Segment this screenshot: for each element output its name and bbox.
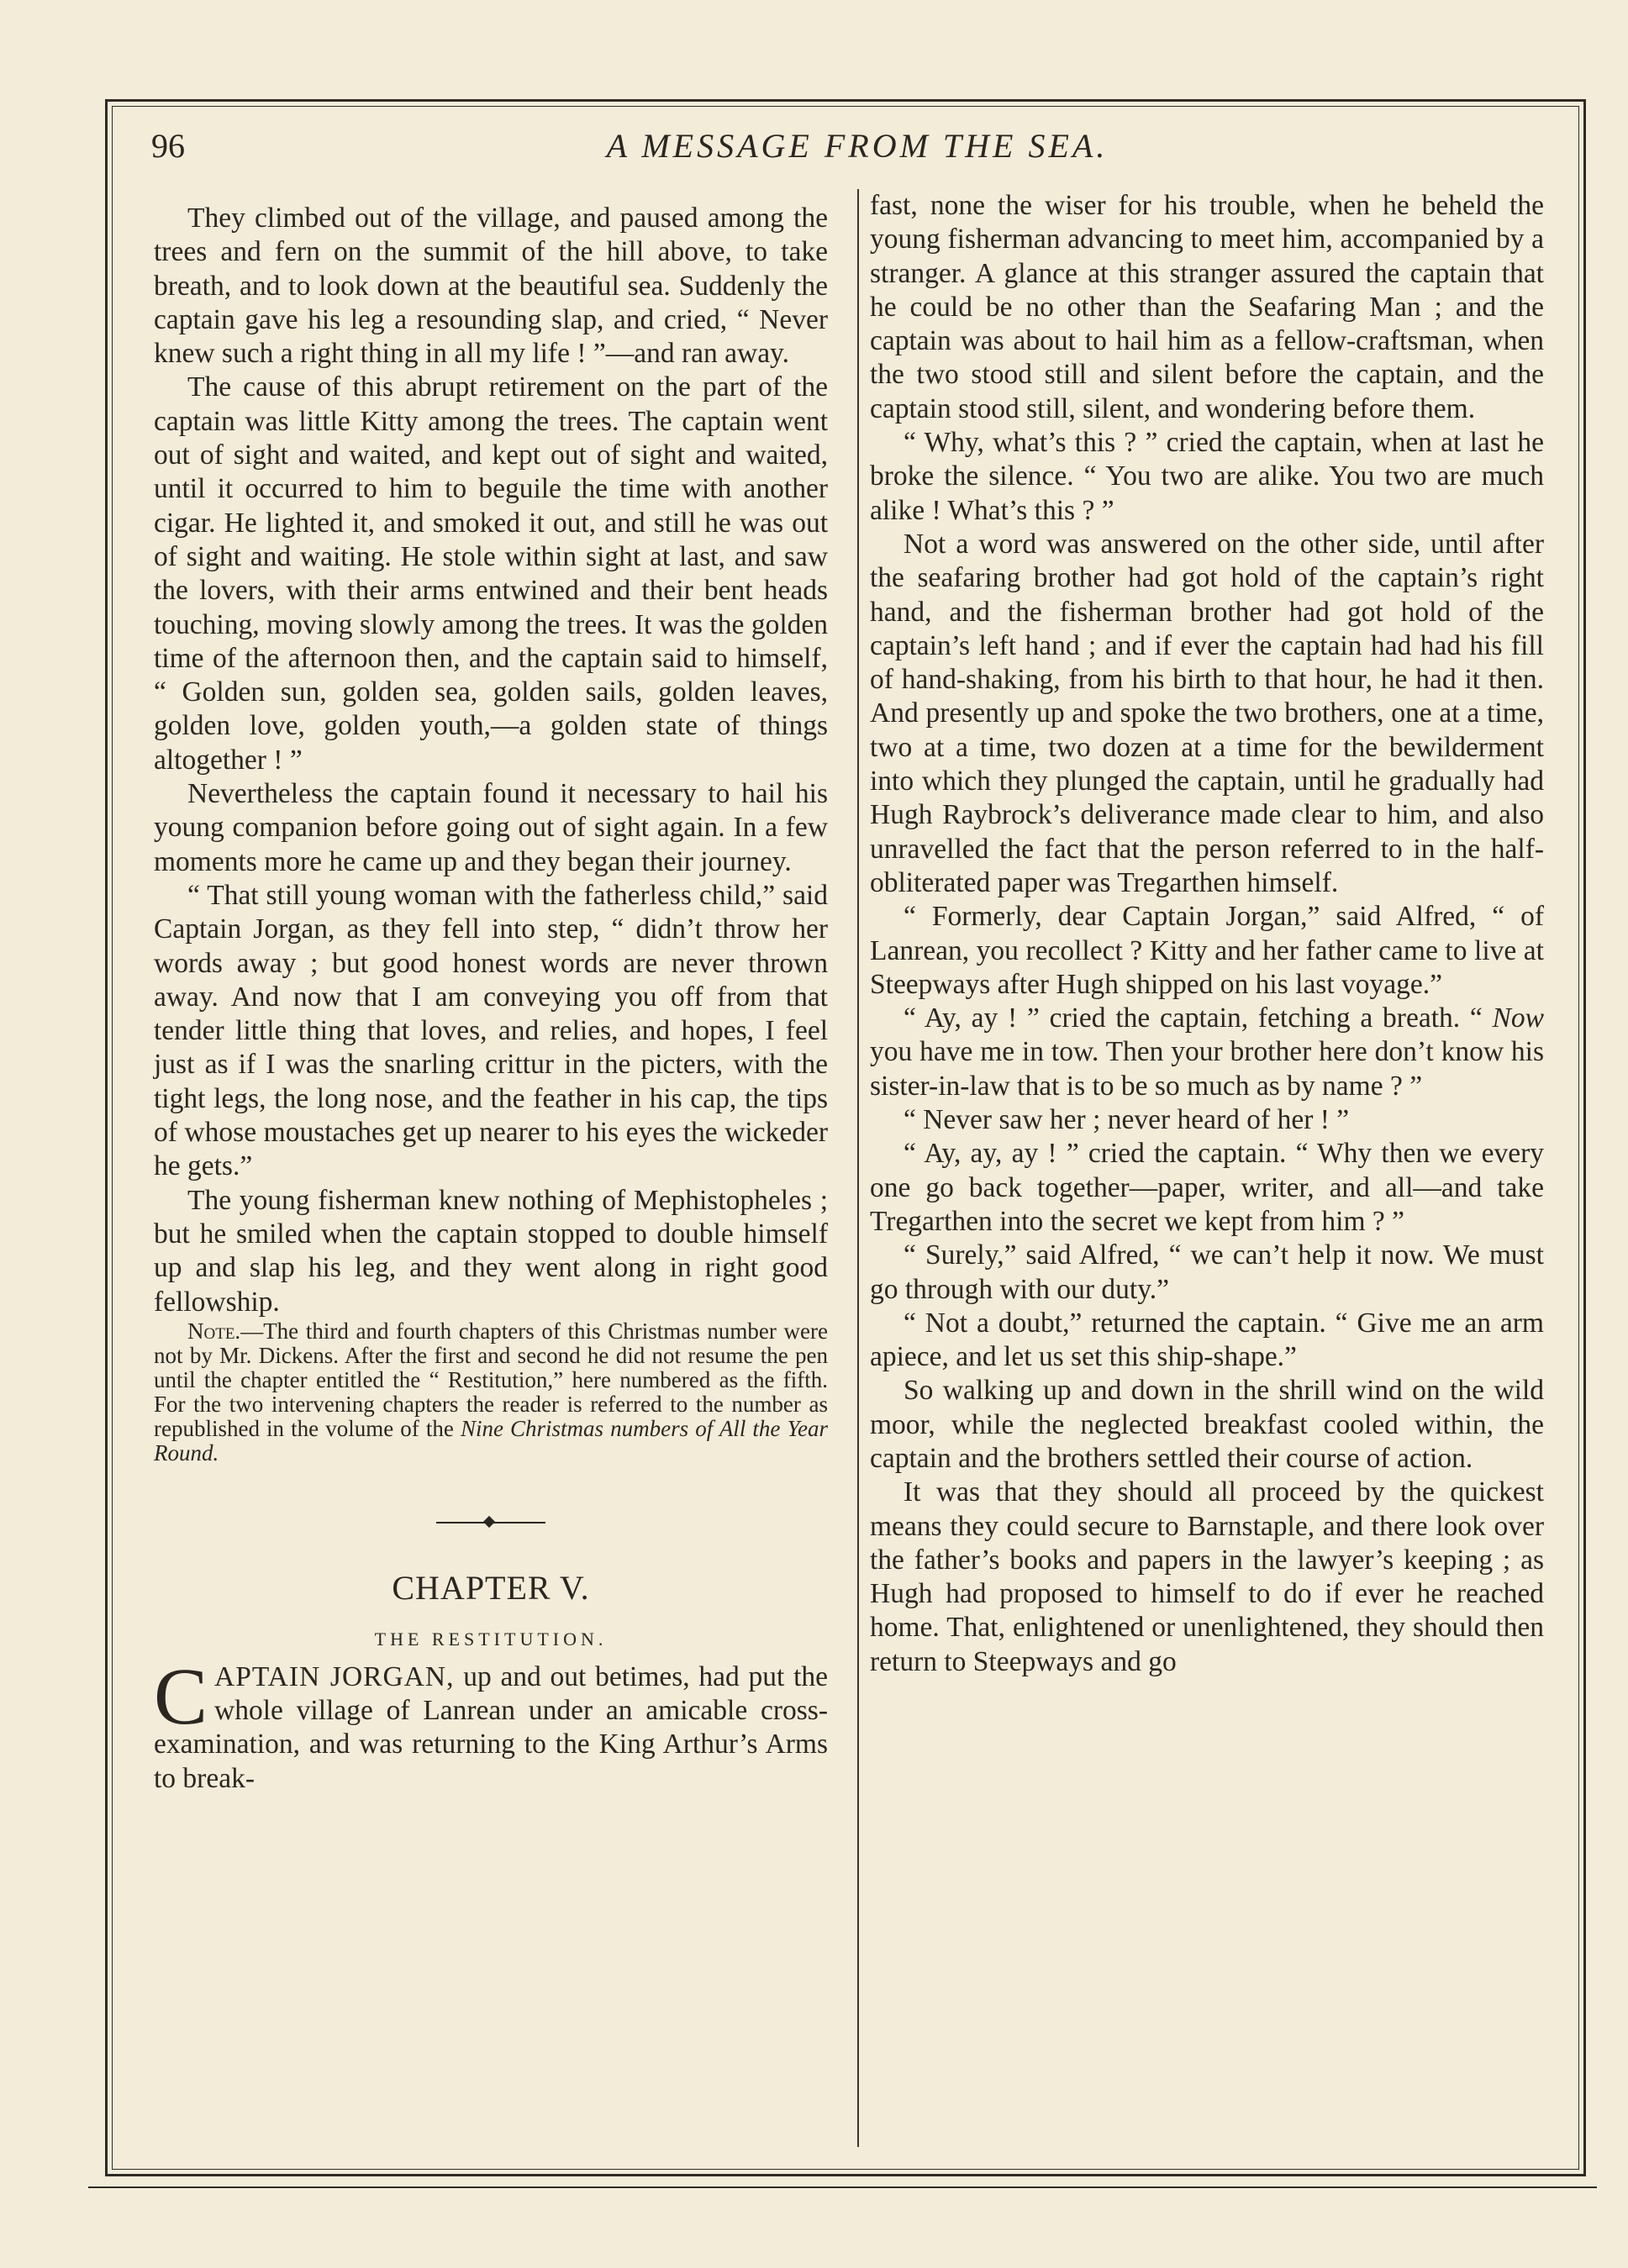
opening-first-words: APTAIN JORGAN, — [214, 1660, 455, 1692]
paragraph: Nevertheless the captain found it necessary to hail his young companion before going out of sight again. In a few moments more he came up and they began their journey. — [154, 778, 828, 877]
column-divider — [857, 189, 859, 2147]
bottom-rule — [88, 2186, 1597, 2188]
editorial-note — [154, 1319, 828, 1466]
left-column — [154, 202, 828, 1796]
paragraph: It was that they should all proceed by the quickest means they could secure to Barnstaple, and there look over the father’s books and papers in the lawyer’s keeping ; as Hugh had proposed to himself to do if ever he reached home. That, enlightened or unenlightened, they should then return to Steepways and go — [870, 1476, 1544, 1677]
paragraph: “ Ay, ay, ay ! ” cried the captain. “ Why then we every one go back together—paper, writer, and all—and take Tregarthen into the secret we kept from him ? ” — [870, 1138, 1544, 1237]
opening-text: up and out betimes, had put the whole village of Lanrean under an amicable cross-examination, and was returning to the King Arthur’s Arms to break- — [154, 1660, 828, 1794]
para-text: “ Ay, ay ! ” cried the captain, fetching a breath. “ — [904, 1002, 1493, 1034]
note-label: Note. — [187, 1318, 241, 1344]
right-column — [870, 189, 1544, 1679]
running-title: A MESSAGE FROM THE SEA. — [606, 127, 1109, 165]
chapter-heading: CHAPTER V. — [392, 1568, 590, 1607]
continued-paragraph: fast, none the wiser for his trouble, when he beheld the young fisherman advancing to meet him, accompanied by a stranger. A glance at this stranger assured the captain that he could be no other than the Seafaring Man ; and the captain was about to hail him as a fellow-craftsman, when the two stood still and silent before the captain, and the captain stood still, silent, and wondering before them. — [870, 190, 1544, 424]
italic-word: Now — [1492, 1002, 1544, 1034]
paragraph: Not a word was answered on the other side, until after the seafaring brother had got hold of the captain’s right hand, and the fisherman brother had got hold of the captain’s left hand ; and if ever the captain had had his fill of hand-shaking, from his birth to that hour, he had it then. And presently up and spoke the two brothers, one at a time, two at a time, two dozen at a time for the bewilderment into which they plunged the captain, until he gradually had Hugh Raybrock’s deliverance made clear to him, and also unravelled the fact that the person referred to in the half-obliterated paper was Tregarthen himself. — [870, 528, 1544, 898]
paragraph: The cause of this abrupt retirement on the part of the captain was little Kitty among the trees. The captain went out of sight and waited, and kept out of sight and waited, until it occurred to him to beguile the time with another cigar. He lighted it, and smoked it out, and still he was out of sight and waiting. He stole within sight at last, and saw the lovers, with their arms entwined and their bent heads touching, moving slowly among the trees. It was the golden time of the afternoon then, and the captain said to himself, “ Golden sun, golden sea, golden sails, golden leaves, golden love, golden youth,—a golden state of things altogether ! ” — [154, 371, 828, 776]
paragraph: “ Surely,” said Alfred, “ we can’t help it now. We must go through with our duty.” — [870, 1239, 1544, 1305]
page-header — [151, 126, 1563, 176]
paragraph: “ Why, what’s this ? ” cried the captain, when at last he broke the silence. “ You two are alike. You two are much alike ! What’s this ? ” — [870, 427, 1544, 526]
para-text: you have me in tow. Then your brother here don’t know his sister-in-law that is to be so much as by name ? ” — [870, 1036, 1544, 1102]
note-text: —The third and fourth chapters of this Christmas number were not by Mr. Dickens. After the first and second he did not resume the pen until the chapter entitled the “ Restitution,” here numbered as the fifth. For the two intervening chapters the reader is referred to the number as republished in the volume of the — [154, 1318, 828, 1441]
paragraph: “ That still young woman with the fatherless child,” said Captain Jorgan, as they fell into step, “ didn’t throw her words away ; but good honest words are never thrown away. And now that I am conveying you off from that tender little thing that loves, and relies, and hopes, I feel just as if I was the snarling crittur in the picters, with the tight legs, the long nose, and the feather in his cap, the tips of whose moustaches get up nearer to his eyes the wickeder he gets.” — [154, 879, 828, 1182]
paragraph: So walking up and down in the shrill wind on the wild moor, while the neglected breakfast cooled within, the captain and the brothers settled their course of action. — [870, 1375, 1544, 1474]
section-ornament — [436, 1514, 545, 1531]
page-number: 96 — [151, 127, 185, 165]
paragraph: The young fisherman knew nothing of Mephistopheles ; but he smiled when the captain stopped to double himself up and slap his leg, and they went along in right good fellowship. — [154, 1184, 828, 1318]
paragraph: “ Formerly, dear Captain Jorgan,” said Alfred, “ of Lanrean, you recollect ? Kitty and her father came to live at Steepways after Hugh shipped on his last voyage.” — [870, 901, 1544, 1000]
drop-cap: C — [154, 1650, 208, 1741]
chapter-subtitle: THE RESTITUTION. — [374, 1628, 608, 1650]
note-italic-title: Nine Christmas numbers of All the Year Round. — [154, 1415, 828, 1466]
chapter-opening-paragraph — [154, 1650, 828, 1796]
paragraph: “ Never saw her ; never heard of her ! ” — [904, 1104, 1350, 1136]
paragraph — [870, 1002, 1544, 1103]
paragraph: “ Not a doubt,” returned the captain. “ Give me an arm apiece, and let us set this ship-shape.” — [870, 1307, 1544, 1373]
paragraph: They climbed out of the village, and paused among the trees and fern on the summit of the hill above, to take breath, and to look down at the beautiful sea. Suddenly the captain gave his leg a resounding slap, and cried, “ Never knew such a right thing in all my life ! ”—and ran away. — [154, 203, 828, 370]
